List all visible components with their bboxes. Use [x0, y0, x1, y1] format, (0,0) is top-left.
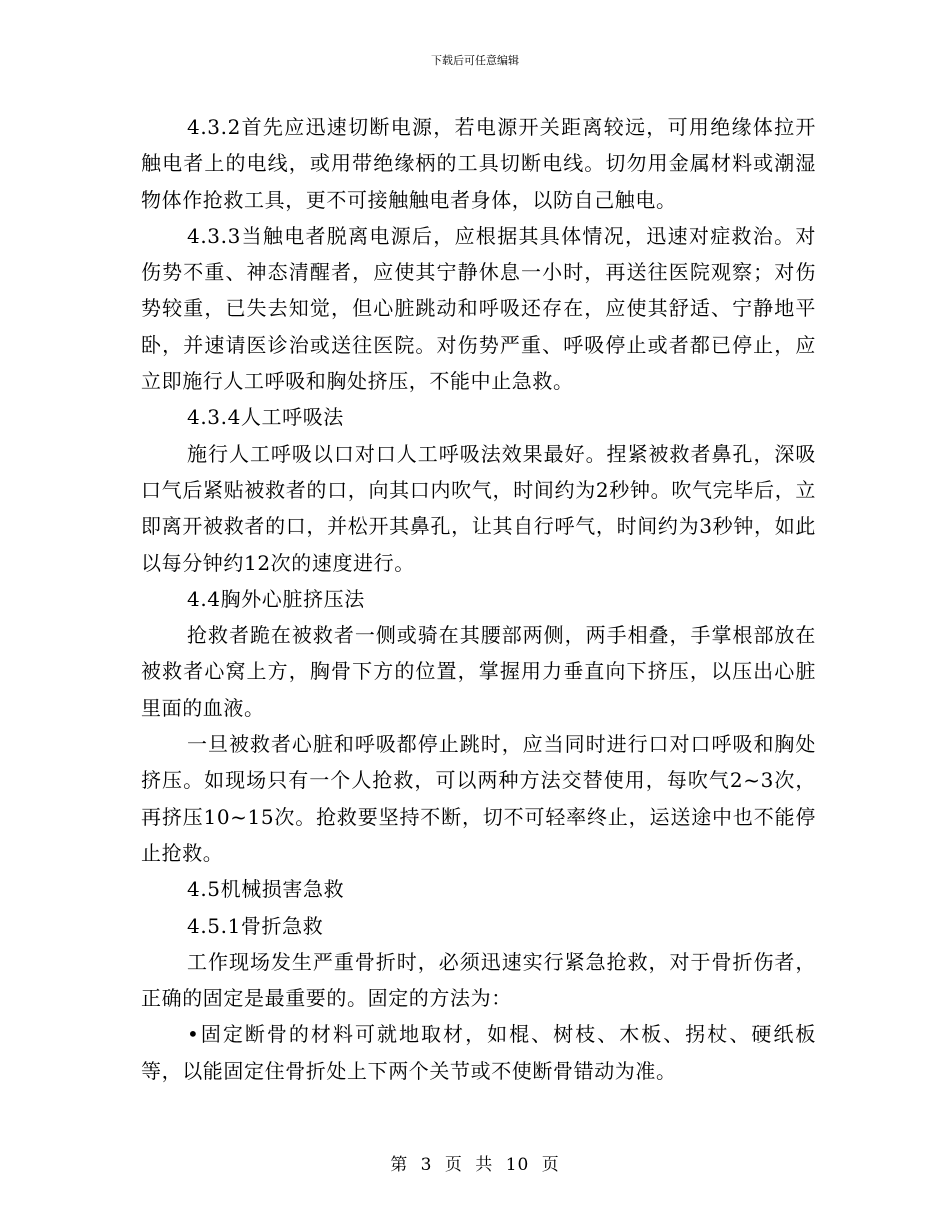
- heading-4-5-1: 4.5.1骨折急救: [187, 913, 324, 938]
- paragraph-4-3-3: 4.3.3当触电者脱离电源后，应根据其具体情况，迅速对症救治。对伤势不重、神态清醒者，应使其宁静休息一小时，再送往医院观察；对伤势较重，已失去知觉，但心脏跳动和呼吸还存在，应使其舒适、宁静地平卧，并速请医诊治或送往医院。对伤势严重、呼吸停止或者都已停止，应立即施行人工呼吸和胸处挤压，不能中止急救。: [141, 223, 816, 394]
- page-header: 下载后可任意编辑: [431, 54, 519, 67]
- bullet-fixation-materials: •固定断骨的材料可就地取材，如棍、树枝、木板、拐杖、硬纸板等，以能固定住骨折处上下两个关节或不使断骨错动为准。: [141, 1022, 816, 1083]
- document-body: [141, 109, 816, 1089]
- paragraph-artificial-respiration: 施行人工呼吸以口对口人工呼吸法效果最好。捏紧被救者鼻孔，深吸口气后紧贴被救者的口，向其口内吹气，时间约为2秒钟。吹气完毕后，立即离开被救者的口，并松开其鼻孔，让其自行呼气，时间约为3秒钟，如此以每分钟约12次的速度进行。: [141, 441, 816, 575]
- paragraph-combined-rescue: 一旦被救者心脏和呼吸都停止跳时，应当同时进行口对口呼吸和胸处挤压。如现场只有一个人抢救，可以两种方法交替使用，每吹气2~3次，再挤压10~15次。抢救要坚持不断，切不可轻率终止，运送途中也不能停止抢救。: [141, 732, 816, 865]
- heading-4-3-4: 4.3.4人工呼吸法: [187, 405, 344, 430]
- paragraph-fracture-rescue: 工作现场发生严重骨折时，必须迅速实行紧急抢救，对于骨折伤者，正确的固定是最重要的。固定的方法为：: [141, 949, 816, 1011]
- heading-4-5: 4.5机械损害急救: [187, 877, 345, 902]
- paragraph-4-3-2: 4.3.2首先应迅速切断电源，若电源开关距离较远，可用绝缘体拉开触电者上的电线，或用带绝缘柄的工具切断电线。切勿用金属材料或潮湿物体作抢救工具，更不可接触触电者身体，以防自己触电。: [141, 115, 816, 212]
- paragraph-chest-compression: 抢救者跪在被救者一侧或骑在其腰部两侧，两手相叠，手掌根部放在被救者心窝上方，胸骨下方的位置，掌握用力垂直向下挤压，以压出心脏里面的血液。: [141, 623, 816, 720]
- page-number: 第 3 页 共 10 页: [390, 1155, 560, 1175]
- heading-4-4: 4.4胸外心脏挤压法: [187, 586, 365, 611]
